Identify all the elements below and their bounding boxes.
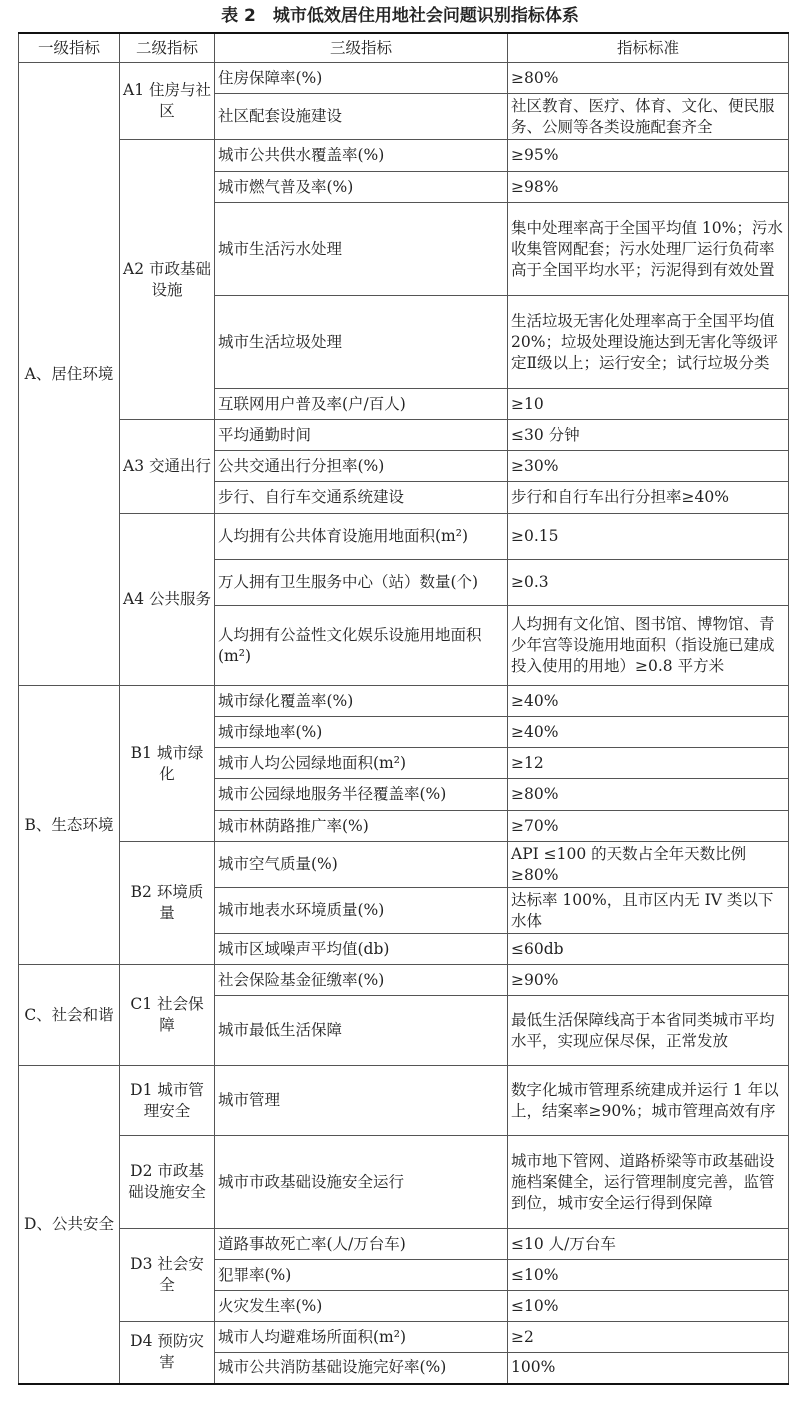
table-row: [19, 140, 789, 172]
header-level1: 一级指标: [19, 33, 120, 63]
level2-cell: A2 市政基础设施: [120, 140, 215, 420]
level3-cell: 互联网用户普及率(户/百人): [215, 389, 508, 420]
level3-cell: 平均通勤时间: [215, 420, 508, 451]
standard-cell: ≥95%: [508, 140, 789, 172]
level3-cell: 社会保险基金征缴率(%): [215, 965, 508, 996]
standard-cell: API ≤100 的天数占全年天数比例≥80%: [508, 842, 789, 888]
table-row: [19, 1229, 789, 1260]
standard-cell: ≥2: [508, 1322, 789, 1353]
level2-cell: A1 住房与社区: [120, 63, 215, 140]
standard-cell: ≤10 人/万台车: [508, 1229, 789, 1260]
standard-cell: 集中处理率高于全国平均值 10%；污水收集管网配套；污水处理厂运行负荷率高于全国平均水平；污泥得到有效处置: [508, 203, 789, 296]
level3-cell: 城市生活污水处理: [215, 203, 508, 296]
level3-cell: 城市管理: [215, 1066, 508, 1136]
level3-cell: 社区配套设施建设: [215, 94, 508, 140]
level2-cell: A3 交通出行: [120, 420, 215, 514]
table-row: [19, 842, 789, 888]
table-row: [19, 686, 789, 717]
level2-cell: A4 公共服务: [120, 514, 215, 686]
level3-cell: 犯罪率(%): [215, 1260, 508, 1291]
level1-cell: B、生态环境: [19, 686, 120, 965]
level3-cell: 火灾发生率(%): [215, 1291, 508, 1322]
level3-cell: 人均拥有公益性文化娱乐设施用地面积(m²): [215, 606, 508, 686]
header-level3: 三级指标: [215, 33, 508, 63]
level3-cell: 城市公共消防基础设施完好率(%): [215, 1353, 508, 1384]
level1-cell: D、公共安全: [19, 1066, 120, 1384]
table-row: [19, 965, 789, 996]
standard-cell: ≥90%: [508, 965, 789, 996]
standard-cell: ≤10%: [508, 1291, 789, 1322]
standard-cell: ≥98%: [508, 172, 789, 203]
standard-cell: 人均拥有文化馆、图书馆、博物馆、青少年宫等设施用地面积（指设施已建成投入使用的用地）≥0.8 平方米: [508, 606, 789, 686]
level2-cell: B2 环境质量: [120, 842, 215, 965]
standard-cell: ≤60db: [508, 934, 789, 965]
standard-cell: 最低生活保障线高于本省同类城市平均水平，实现应保尽保，正常发放: [508, 996, 789, 1066]
standard-cell: ≥0.3: [508, 560, 789, 606]
level3-cell: 道路事故死亡率(人/万台车): [215, 1229, 508, 1260]
indicator-table: [18, 32, 789, 1385]
standard-cell: 社区教育、医疗、体育、文化、便民服务、公厕等各类设施配套齐全: [508, 94, 789, 140]
level3-cell: 城市燃气普及率(%): [215, 172, 508, 203]
level3-cell: 城市区域噪声平均值(db): [215, 934, 508, 965]
level3-cell: 人均拥有公共体育设施用地面积(m²): [215, 514, 508, 560]
level2-cell: D4 预防灾害: [120, 1322, 215, 1384]
standard-cell: 步行和自行车出行分担率≥40%: [508, 482, 789, 514]
level3-cell: 城市绿化覆盖率(%): [215, 686, 508, 717]
level3-cell: 城市空气质量(%): [215, 842, 508, 888]
standard-cell: ≥30%: [508, 451, 789, 482]
table-row: [19, 1322, 789, 1353]
level1-cell: A、居住环境: [19, 63, 120, 686]
table-row: [19, 420, 789, 451]
standard-cell: 城市地下管网、道路桥梁等市政基础设施档案健全，运行管理制度完善，监管到位，城市安全运行得到保障: [508, 1136, 789, 1229]
level2-cell: D1 城市管理安全: [120, 1066, 215, 1136]
level3-cell: 城市地表水环境质量(%): [215, 888, 508, 934]
level3-cell: 住房保障率(%): [215, 63, 508, 94]
level2-cell: D2 市政基础设施安全: [120, 1136, 215, 1229]
level3-cell: 城市林荫路推广率(%): [215, 811, 508, 842]
standard-cell: ≥12: [508, 748, 789, 779]
standard-cell: ≥40%: [508, 686, 789, 717]
standard-cell: 100%: [508, 1353, 789, 1384]
level3-cell: 城市公共供水覆盖率(%): [215, 140, 508, 172]
standard-cell: ≥80%: [508, 63, 789, 94]
table-row: [19, 1136, 789, 1229]
header-level2: 二级指标: [120, 33, 215, 63]
standard-cell: ≥70%: [508, 811, 789, 842]
level1-cell: C、社会和谐: [19, 965, 120, 1066]
table-title: 表 2 城市低效居住用地社会问题识别指标体系: [221, 6, 579, 26]
level3-cell: 城市绿地率(%): [215, 717, 508, 748]
level2-cell: C1 社会保障: [120, 965, 215, 1066]
standard-cell: ≤30 分钟: [508, 420, 789, 451]
table-row: [19, 1066, 789, 1136]
level3-cell: 城市市政基础设施安全运行: [215, 1136, 508, 1229]
header-row: [19, 33, 789, 63]
standard-cell: 数字化城市管理系统建成并运行 1 年以上，结案率≥90%；城市管理高效有序: [508, 1066, 789, 1136]
standard-cell: ≤10%: [508, 1260, 789, 1291]
level2-cell: B1 城市绿化: [120, 686, 215, 842]
standard-cell: 达标率 100%，且市区内无 IV 类以下水体: [508, 888, 789, 934]
standard-cell: ≥10: [508, 389, 789, 420]
standard-cell: ≥0.15: [508, 514, 789, 560]
level3-cell: 城市人均避难场所面积(m²): [215, 1322, 508, 1353]
level3-cell: 步行、自行车交通系统建设: [215, 482, 508, 514]
level3-cell: 万人拥有卫生服务中心（站）数量(个): [215, 560, 508, 606]
standard-cell: ≥40%: [508, 717, 789, 748]
level3-cell: 城市最低生活保障: [215, 996, 508, 1066]
level3-cell: 城市人均公园绿地面积(m²): [215, 748, 508, 779]
level3-cell: 公共交通出行分担率(%): [215, 451, 508, 482]
level3-cell: 城市公园绿地服务半径覆盖率(%): [215, 779, 508, 811]
standard-cell: ≥80%: [508, 779, 789, 811]
level3-cell: 城市生活垃圾处理: [215, 296, 508, 389]
table-row: [19, 514, 789, 560]
standard-cell: 生活垃圾无害化处理率高于全国平均值 20%；垃圾处理设施达到无害化等级评定Ⅱ级以上；运行安全；试行垃圾分类: [508, 296, 789, 389]
table-row: [19, 63, 789, 94]
header-standard: 指标标准: [508, 33, 789, 63]
level2-cell: D3 社会安全: [120, 1229, 215, 1322]
